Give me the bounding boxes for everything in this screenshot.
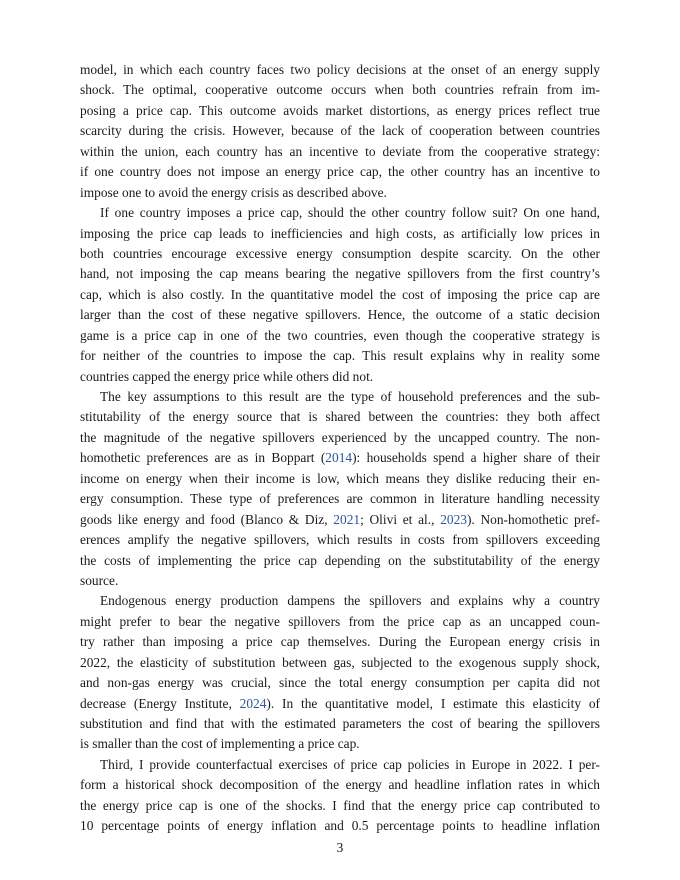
text-segment: substitution and find that with the estimated parameters the cost of bearing the spillovers (80, 716, 600, 731)
text-segment: goods like energy and food (Blanco & Diz, (80, 511, 334, 527)
page-number: 3 (336, 840, 344, 855)
text-segment: larger than the cost of these negative spillovers. Hence, the outcome of a static decision (80, 307, 600, 323)
text-segment: and non-gas energy was crucial, since the total energy consumption per capita did not (80, 675, 600, 691)
text-line (80, 734, 600, 754)
text-segment: Endogenous energy production dampens the spillovers and explains why a country (100, 593, 600, 609)
text-line (80, 224, 600, 244)
text-line (80, 60, 600, 80)
text-segment: hand, not imposing the cap means bearing the negative spillovers from the first country’s (80, 266, 600, 282)
paragraph (80, 755, 600, 837)
text-line (80, 653, 600, 673)
text-line (80, 551, 600, 571)
text-line (80, 142, 600, 162)
text-line (80, 816, 600, 836)
citation-link[interactable]: 2023 (440, 511, 467, 527)
text-line (80, 632, 600, 652)
text-segment: cap, which is also costly. In the quantitative model the cost of imposing the price cap are (80, 286, 600, 302)
text-segment: both countries encourage excessive energy consumption despite scarcity. On the other (80, 245, 600, 261)
text-segment: the magnitude of the negative spillovers experienced by the uncapped country. The non- (80, 429, 600, 445)
text-segment: income on energy when their income is low, which means they dislike reducing their en- (80, 470, 600, 486)
citation-link[interactable]: 2021 (333, 511, 361, 527)
text-segment: If one country imposes a price cap, should the other country follow suit? On one hand, (100, 205, 600, 221)
text-line (80, 244, 600, 264)
text-line (80, 264, 600, 284)
text-line (80, 469, 600, 489)
text-segment: Third, I provide counterfactual exercises of price cap policies in Europe in 2022. I per- (100, 756, 600, 772)
citation-link[interactable]: 2024 (239, 695, 267, 711)
text-line (80, 775, 600, 795)
text-segment: the costs of implementing the price cap depending on the substitutability of the energy (80, 552, 600, 568)
text-segment: if one country does not impose an energy price cap, the other country has an incentive to (80, 164, 600, 180)
text-line (80, 305, 600, 325)
text-segment: stitutability of the energy source that is shared between the countries: they both affect (80, 409, 600, 425)
text-line (80, 407, 600, 427)
text-line (80, 510, 600, 530)
text-line (80, 428, 600, 448)
text-segment: posing a price cap. This outcome avoids market distortions, as energy prices reflect true (80, 102, 600, 118)
text-line (80, 694, 600, 714)
text-segment: is smaller than the cost of implementing a price cap. (80, 736, 360, 752)
text-segment: ergy consumption. These type of preferences are common in literature handling necessity (80, 491, 600, 507)
text-segment: ): households spend a higher share of their (352, 450, 600, 466)
text-segment: scarcity during the crisis. However, because of the lack of cooperation between countries (80, 123, 600, 139)
text-line (80, 755, 600, 775)
text-line (80, 101, 600, 121)
paragraph (80, 60, 600, 203)
text-line (80, 346, 600, 366)
text-segment: countries capped the energy price while others did not. (80, 368, 374, 384)
paragraph (80, 203, 600, 387)
text-segment: erences amplify the negative spillovers, which results in costs from spillovers exceeding (80, 532, 600, 548)
text-line (80, 203, 600, 223)
text-line (80, 796, 600, 816)
text-segment: source. (80, 572, 119, 588)
text-segment: The key assumptions to this result are the type of household preferences and the sub- (100, 389, 600, 404)
text-line (80, 285, 600, 305)
text-line (80, 489, 600, 509)
text-segment: game is a price cap in one of the two countries, even though the cooperative strategy is (80, 327, 600, 343)
text-line (80, 183, 600, 203)
citation-link[interactable]: 2014 (325, 450, 353, 466)
text-line (80, 367, 600, 387)
text-segment: shock. The optimal, cooperative outcome occurs when both countries refrain from im- (80, 82, 600, 98)
text-line (80, 121, 600, 141)
text-segment: ). In the quantitative model, I estimate this elasticity of (266, 695, 600, 711)
text-line (80, 326, 600, 346)
text-segment: 10 percentage points of energy inflation and 0.5 percentage points to headline inflation (80, 818, 600, 834)
paragraph (80, 591, 600, 755)
text-line (80, 80, 600, 100)
text-line (80, 673, 600, 693)
text-segment: decrease (Energy Institute, (80, 695, 240, 711)
text-segment: try rather than imposing a price cap themselves. During the European energy crisis in (80, 634, 600, 650)
text-segment: form a historical shock decomposition of the energy and headline inflation rates in which (80, 777, 600, 793)
text-segment: ). Non-homothetic pref- (466, 511, 600, 527)
text-segment: impose one to avoid the energy crisis as described above. (80, 184, 387, 200)
text-segment: 2022, the elasticity of substitution between gas, subjected to the exogenous supply shock, (80, 654, 600, 670)
body-text (80, 60, 600, 837)
text-line (80, 591, 600, 611)
text-segment: imposing the price cap leads to inefficiencies and high costs, as artificially low prices in (80, 225, 600, 241)
text-line (80, 162, 600, 182)
text-line (80, 571, 600, 591)
text-segment: ; Olivi et al., (360, 511, 441, 527)
text-segment: within the union, each country has an incentive to deviate from the cooperative strategy: (80, 143, 600, 159)
text-line (80, 387, 600, 407)
text-segment: might prefer to bear the negative spillovers from the price cap as an uncapped coun- (80, 613, 600, 629)
text-line (80, 530, 600, 550)
paragraph (80, 387, 600, 591)
text-line (80, 448, 600, 468)
text-line (80, 612, 600, 632)
text-segment: the energy price cap is one of the shocks. I find that the energy price cap contributed to (80, 797, 600, 813)
text-line (80, 714, 600, 734)
text-segment: model, in which each country faces two policy decisions at the onset of an energy supply (80, 62, 600, 77)
text-segment: homothetic preferences are as in Boppart ( (80, 450, 326, 466)
text-segment: for neither of the countries to impose the cap. This result explains why in reality some (80, 348, 600, 364)
